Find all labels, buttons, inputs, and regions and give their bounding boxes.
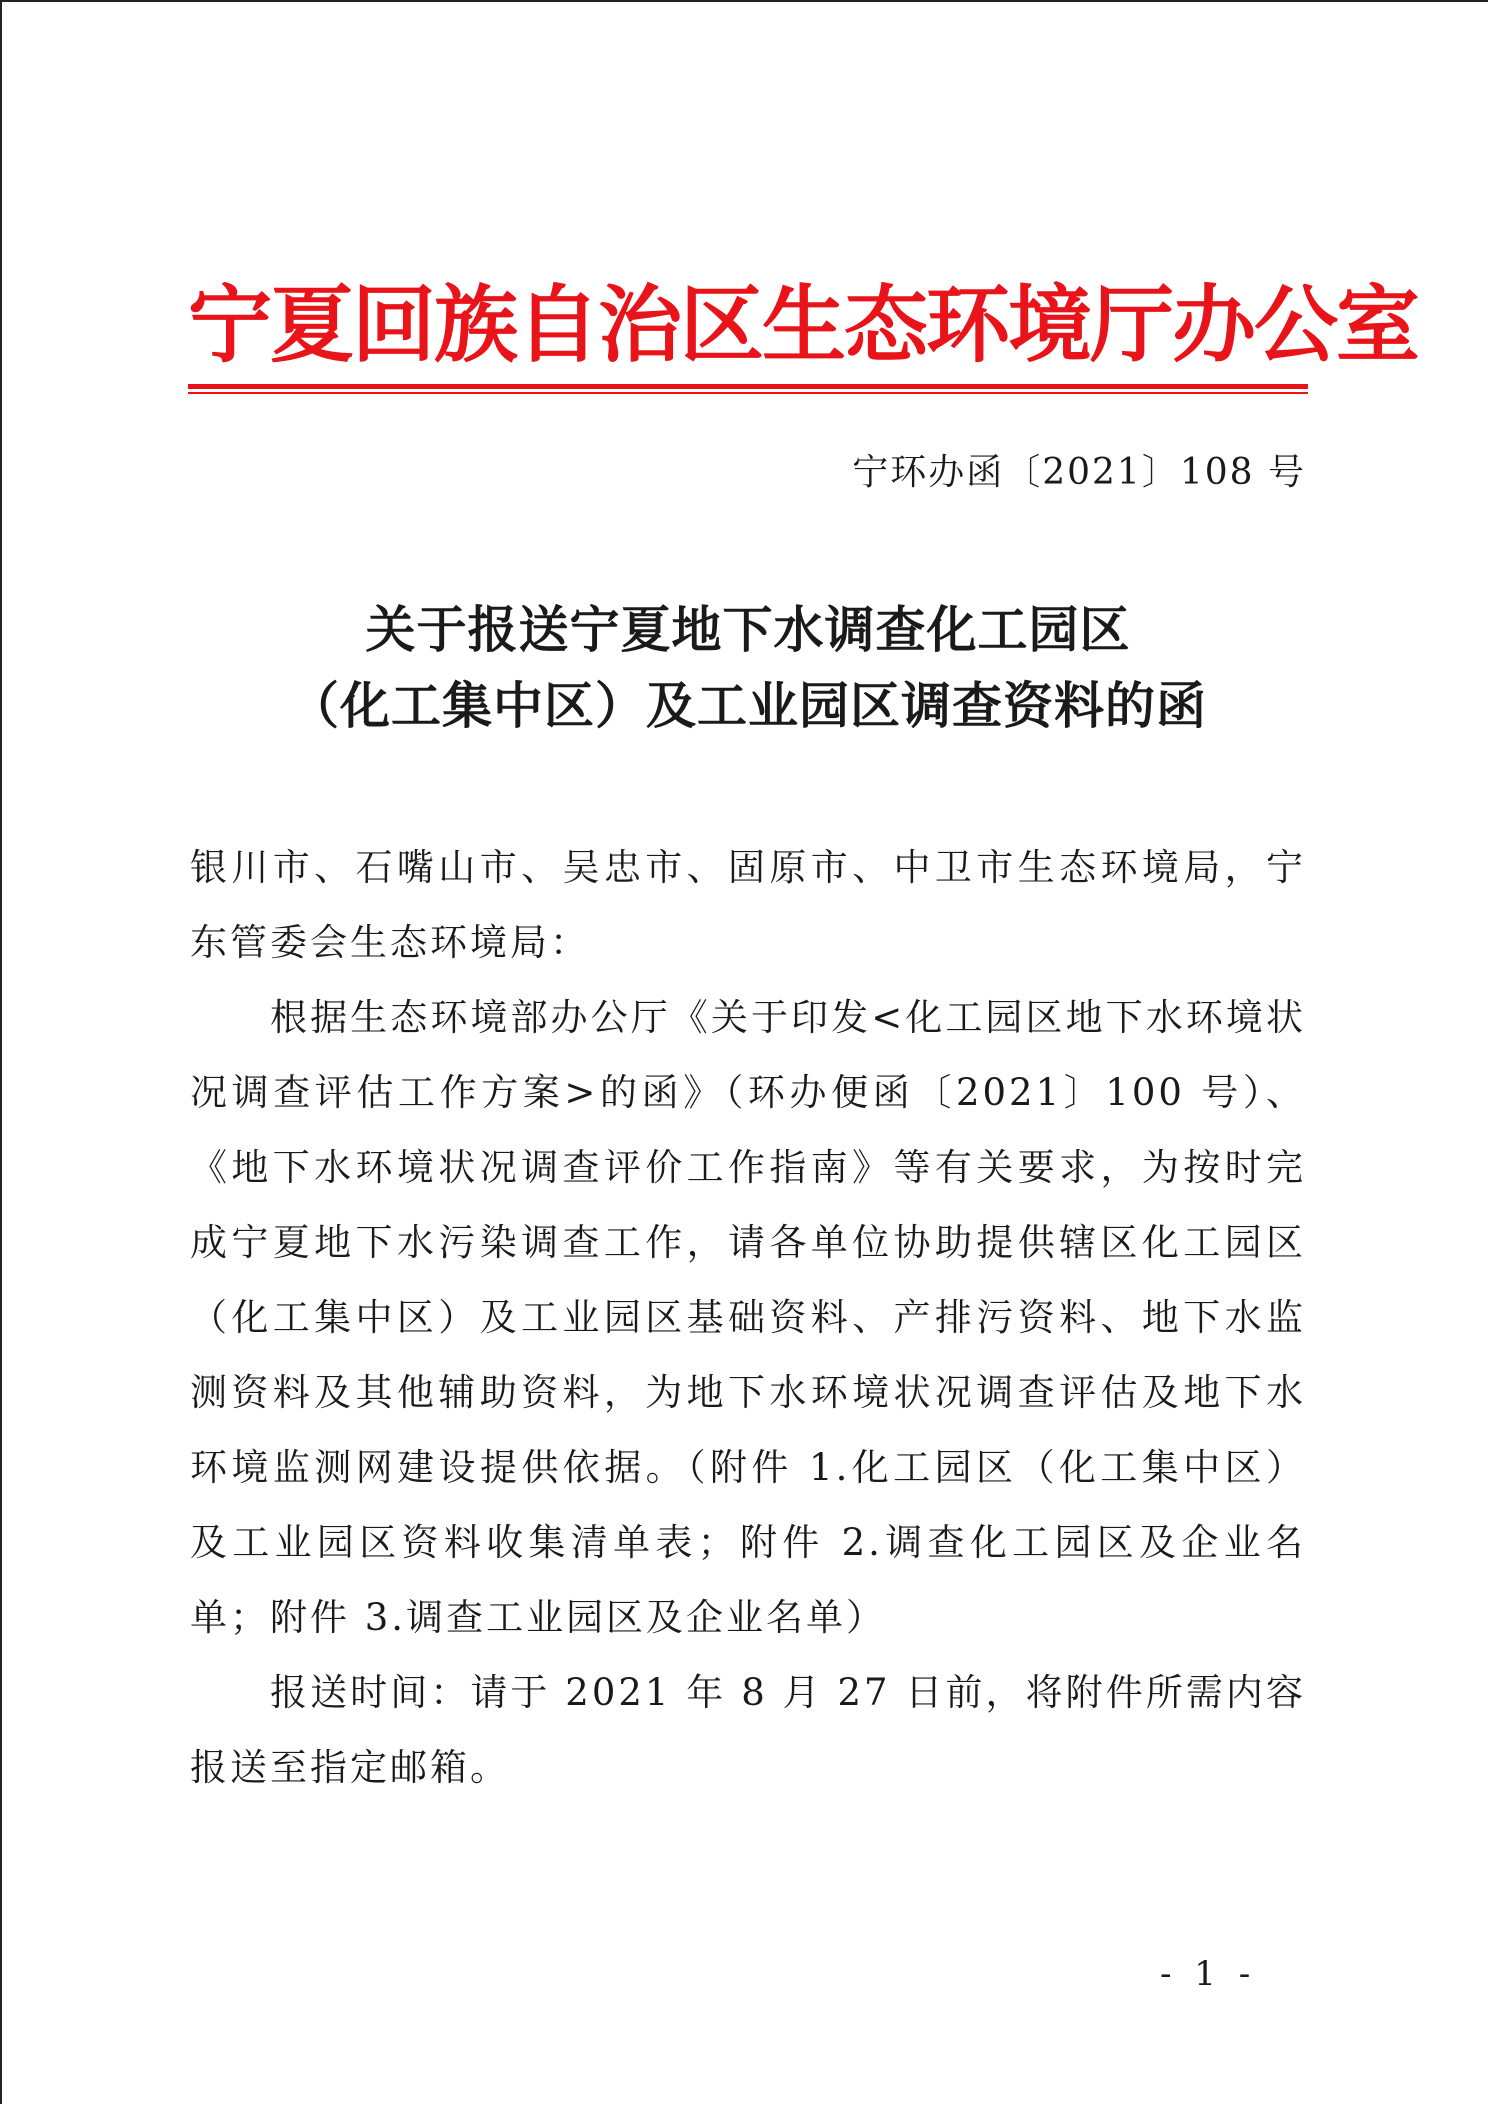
- deadline-paragraph: 报送时间：请于 2021 年 8 月 27 日前，将附件所需内容报送至指定邮箱。: [190, 1671, 1306, 1789]
- page-number: - 1 -: [1160, 1954, 1257, 1994]
- addressee-paragraph: 银川市、石嘴山市、吴忠市、固原市、中卫市生态环境局，宁东管委会生态环境局：: [190, 846, 1306, 964]
- document-number: 宁环办函〔2021〕108 号: [852, 452, 1306, 493]
- document-title-line-2: （化工集中区）及工业园区调查资料的函: [289, 677, 1207, 735]
- document-title: [188, 592, 1308, 744]
- org-header-title: 宁夏回族自治区生态环境厅办公室: [188, 276, 1419, 374]
- header-red-line-thin: [188, 392, 1308, 394]
- main-paragraph: 根据生态环境部办公厅《关于印发<化工园区地下水环境状况调查评估工作方案>的函》（环办便函〔2021〕100 号）、《地下水环境状况调查评价工作指南》等有关要求，为按时完成宁夏地下水污染调查工作，请各单位协助提供辖区化工园区（化工集中区）及工业园区基础资料、产排污资料、地下水监测资料及其他辅助资料，为地下水环境状况调查评估及地下水环境监测网建设提供依据。（附件 1.化工园区（化工集中区）及工业园区资料收集清单表；附件 2.调查化工园区及企业名单；附件 3.调查工业园区及企业名单）: [190, 996, 1306, 1639]
- document-body: [190, 830, 1306, 1805]
- header-red-line-thick: [188, 384, 1308, 389]
- document-title-line-1: 关于报送宁夏地下水调查化工园区: [365, 601, 1131, 659]
